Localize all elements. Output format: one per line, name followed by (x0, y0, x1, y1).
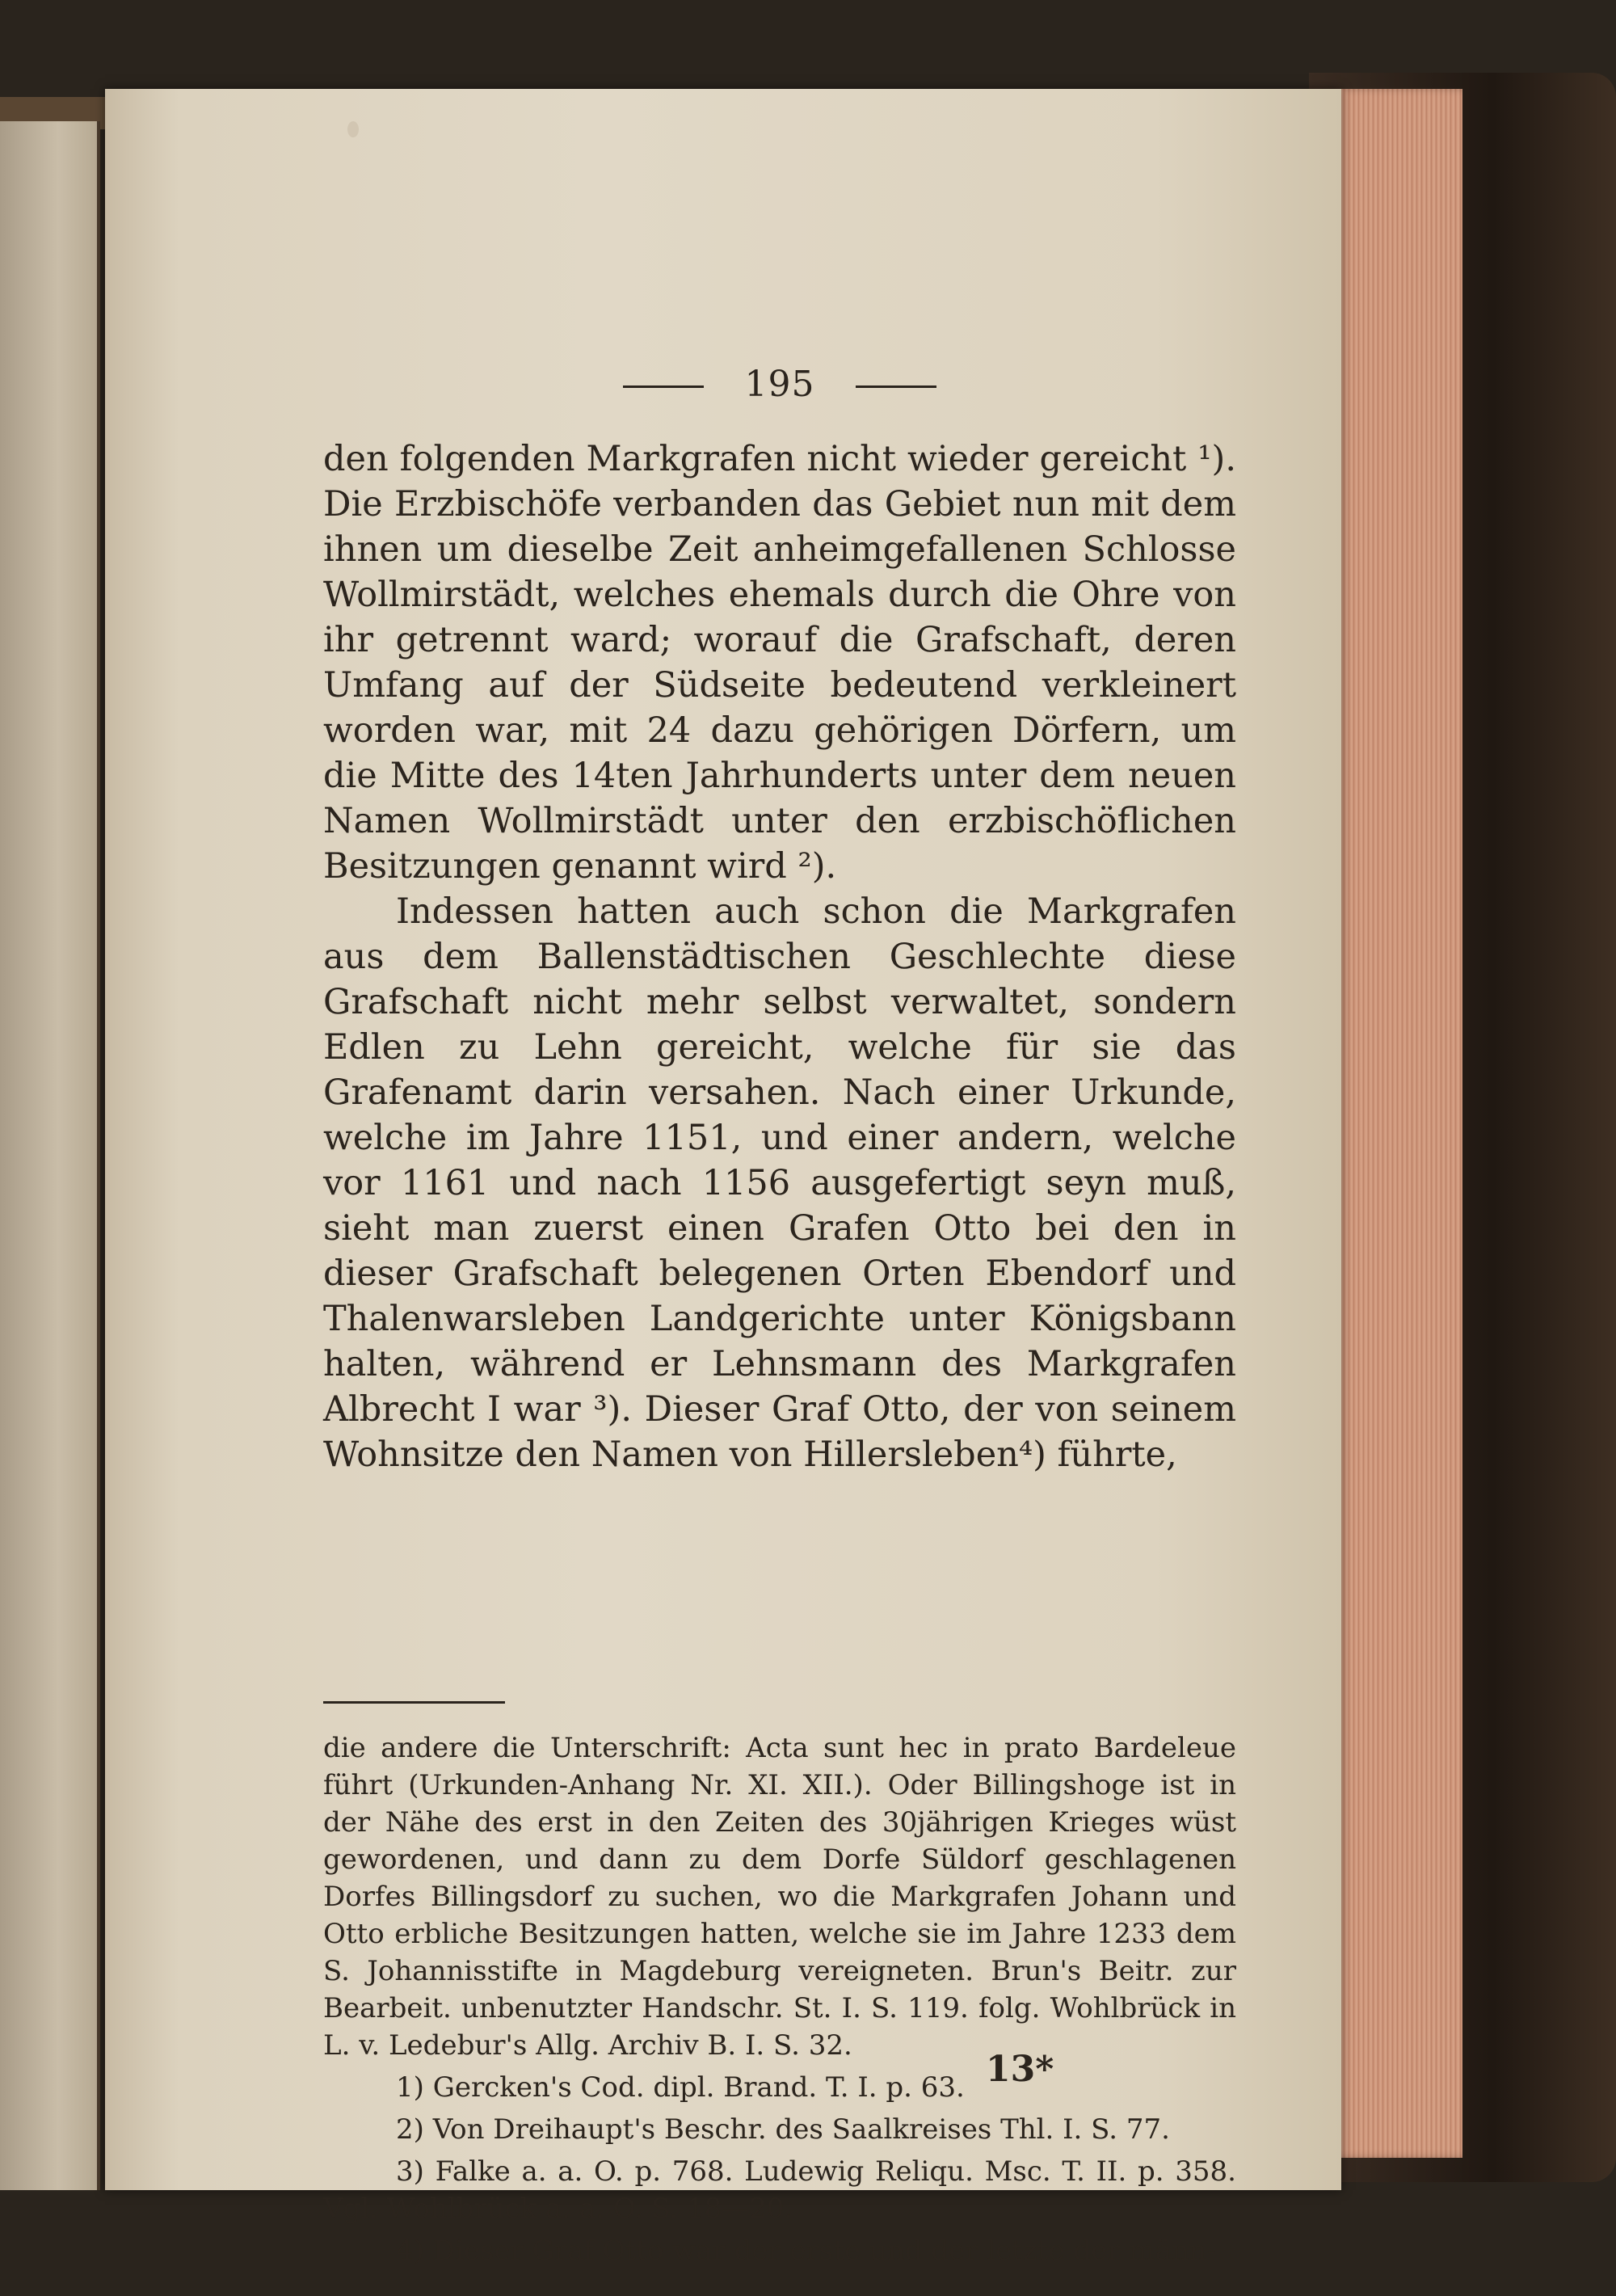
footnote-continuation: die andere die Unterschrift: Acta sunt hec in prato Bardeleue führt (Urkunden-Anhang Nr. XI. XII.). Oder Billingshoge ist in der Nähe des erst in den Zeiten des 30jährigen Krieges wüst gewordenen, und dann zu dem Dorfe Süldorf geschlagenen Dorfes Billingsdorf zu suchen, wo die Markgrafen Johann und Otto erbliche Besitzungen hatten, welche sie im Jahre 1233 dem S. Johannisstifte in Magdeburg vereigneten. Brun's Beitr. zur Bearbeit. unbenutzter Handschr. St. I. S. 119. folg. Wohlbrück in L. v. Ledebur's Allg. Archiv B. I. S. 32. (323, 1732, 1236, 2062)
left-page-edge (0, 121, 100, 2190)
page-number: 195 (744, 364, 815, 405)
header-dash-left (623, 385, 704, 388)
page-edges (1325, 89, 1462, 2158)
page-spot (347, 121, 359, 137)
book-page (105, 89, 1341, 2267)
footnote-4: 4) Dieser Graf Otto war der erste und der letzte der männ- (396, 2235, 1217, 2267)
paragraph-2: Indessen hatten auch schon die Markgrafen aus dem Ballenstädtischen Geschlechte diese Grafschaft nicht mehr selbst verwaltet, sondern Edlen zu Lehn gereicht, welche für sie das Grafenamt darin versahen. Nach einer Urkunde, welche im Jahre 1151, und einer andern, welche vor 1161 und nach 1156 ausgefertigt seyn muß, sieht man zuerst einen Grafen Otto bei den in dieser Grafschaft belegenen Orten Ebendorf und Thalenwarsleben Landgerichte unter Königsbann halten, während er Lehnsmann des Markgrafen Albrecht I war ³). Dieser Graf Otto, der von seinem Wohnsitze den Namen von Hillersleben⁴) führte, (323, 891, 1236, 1475)
header-dash-right (856, 385, 936, 388)
footnote-2: 2) Von Dreihaupt's Beschr. des Saalkreises Thl. I. S. 77. (396, 2113, 1170, 2146)
footnotes (323, 1729, 1236, 2269)
footnote-rule (323, 1701, 505, 1704)
footnote-3: 3) Falke a. a. O. p. 768. Ludewig Reliqu. Msc. T. II. p. 358. Vgl. Wohlbrück a. a. O. S. 18—20. (323, 2155, 1236, 2225)
paragraph-1: den folgenden Markgrafen nicht wieder gereicht ¹). Die Erzbischöfe verbanden das Gebiet nun mit dem ihnen um dieselbe Zeit anheimgefallenen Schlosse Wollmirstädt, welches ehemals durch die Ohre von ihr getrennt ward; worauf die Grafschaft, deren Umfang auf der Südseite bedeutend verkleinert worden war, mit 24 dazu gehörigen Dörfern, um die Mitte des 14ten Jahrhunderts unter dem neuen Namen Wollmirstädt unter den erzbischöflichen Besitzungen genannt wird ²). (323, 439, 1236, 887)
signature-mark: 13* (986, 2049, 1054, 2090)
body-text (323, 436, 1236, 1477)
page-header (323, 364, 1236, 405)
footnote-1: 1) Gercken's Cod. dipl. Brand. T. I. p. 63. (396, 2071, 965, 2104)
